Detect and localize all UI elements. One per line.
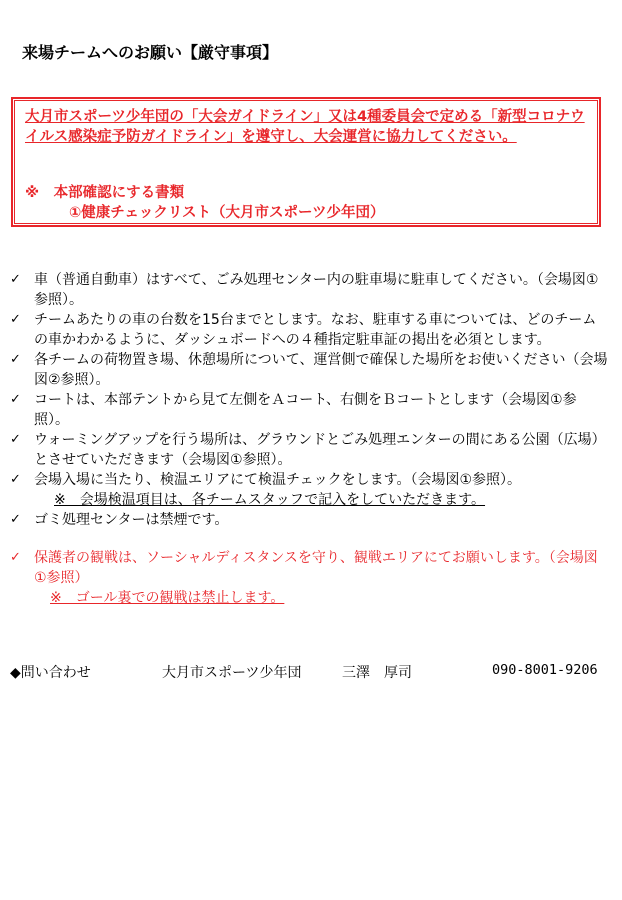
contact-phone: 090-8001-9206 [492, 662, 598, 678]
notice-main-text: 大月市スポーツ少年団の「大会ガイドライン」又は4種委員会で定める「新型コロナウイルス感染症予防ガイドライン」を遵守し、大会運営に協力してください。 [25, 109, 585, 145]
rule-note: ※ 会場検温項目は、各チームスタッフで記入をしていただきます。 [54, 492, 486, 508]
check-icon: ✓ [10, 512, 21, 527]
rule-note: ※ ゴール裏での観戦は禁止します。 [50, 590, 285, 606]
rules-list [10, 270, 610, 608]
check-icon: ✓ [10, 312, 21, 327]
rule-item [10, 350, 610, 390]
rule-text: コートは、本部テントから見て左側をＡコート、右側をＢコートとします（会場図①参照）。 [34, 392, 577, 428]
contact-org: 大月市スポーツ少年団 [162, 665, 302, 681]
rule-text: 会場入場に当たり、検温エリアにて検温チェックをします。（会場図①参照）。 [34, 472, 522, 488]
spectator-rule [10, 548, 610, 608]
check-icon: ✓ [10, 272, 21, 287]
rule-text: 保護者の観戦は、ソーシャルディスタンスを守り、観戦エリアにてお願いします。（会場図①参照） [34, 550, 598, 586]
rule-item [10, 270, 610, 310]
rule-item [10, 430, 610, 470]
notice-box [11, 97, 601, 227]
check-icon: ✓ [10, 432, 21, 447]
page-title: 来場チームへのお願い【厳守事項】 [22, 43, 279, 62]
check-icon: ✓ [10, 352, 21, 367]
rule-text: ゴミ処理センターは禁煙です。 [34, 512, 229, 528]
contact-person: 三澤 厚司 [342, 665, 412, 681]
rule-item [10, 310, 610, 350]
notice-sub-heading: ※ 本部確認にする書類 [25, 185, 185, 201]
check-icon: ✓ [10, 392, 21, 407]
rule-text: ウォーミングアップを行う場所は、グラウンドとごみ処理エンターの間にある公園（広場）とさせていただきます（会場図①参照）。 [34, 432, 606, 468]
rule-item [10, 510, 610, 530]
rule-text: チームあたりの車の台数を15台までとします。なお、駐車する車については、どのチームの車かわかるように、ダッシュボードへの４種指定駐車証の掲出を必須とします。 [34, 312, 597, 348]
check-icon: ✓ [10, 550, 21, 565]
spacer [10, 530, 610, 548]
rule-text: 車（普通自動車）はすべて、ごみ処理センター内の駐車場に駐車してください。（会場図①参照）。 [34, 272, 599, 308]
rule-item [10, 390, 610, 430]
notice-sub-item: ①健康チェックリスト（大月市スポーツ少年団） [69, 205, 385, 221]
rule-item [10, 470, 610, 510]
check-icon: ✓ [10, 472, 21, 487]
rule-text: 各チームの荷物置き場、休憩場所について、運営側で確保した場所をお使いください（会場図②参照）。 [34, 352, 608, 388]
contact-label: ◆問い合わせ [10, 665, 91, 681]
contact-row [10, 662, 610, 682]
